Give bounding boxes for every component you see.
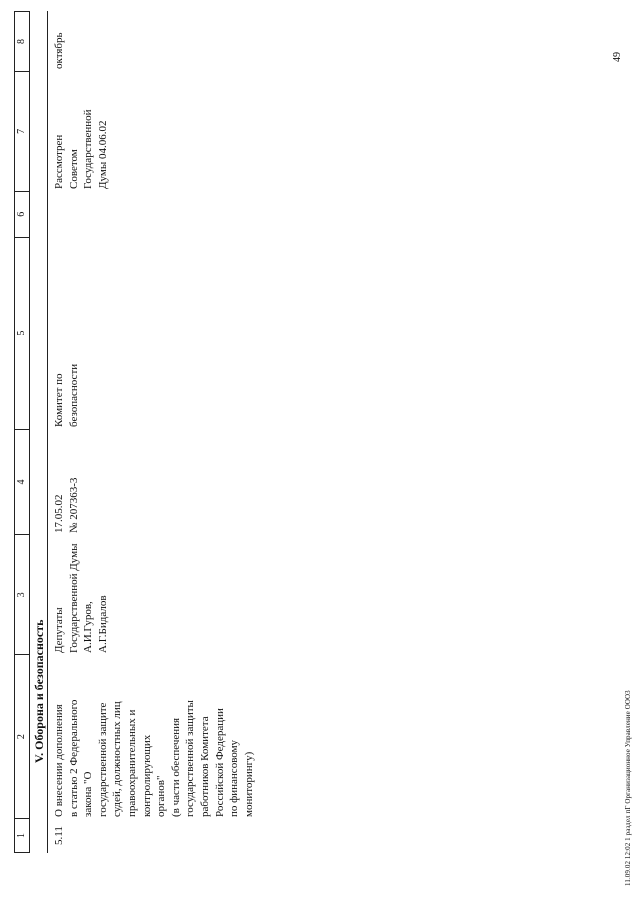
- bill-title-line: мониторингу): [242, 751, 255, 817]
- header-cell: 6: [15, 191, 29, 237]
- committee-line: Комитет по: [53, 373, 65, 427]
- page-number: 49: [612, 52, 623, 62]
- author-line: Депутаты: [53, 607, 65, 653]
- author-line: А.И.Гуров,: [82, 601, 95, 653]
- table-row: [48, 11, 256, 853]
- status-line: Государственной: [82, 109, 95, 189]
- bill-title-line: по финансовому: [228, 739, 241, 817]
- bill-table: [14, 11, 256, 853]
- status-line: Советом: [67, 149, 80, 189]
- bill-title-line: в статью 2 Федерального: [67, 699, 80, 817]
- planned-month: октябрь: [53, 32, 65, 69]
- column-number-header: [14, 11, 30, 853]
- header-cell: 3: [15, 534, 29, 654]
- bill-registration: [52, 429, 256, 535]
- bill-status: [52, 71, 256, 191]
- author-line: Государственной Думы: [67, 543, 80, 653]
- responsible-committee: [52, 237, 256, 429]
- bill-title: [52, 655, 256, 819]
- status-line: Рассмотрен: [53, 134, 65, 189]
- bill-title-line: О внесении дополнения: [53, 704, 65, 817]
- row-number: 5.11: [53, 826, 65, 845]
- print-footer: 11.09.02 12:02 1 раздел пГ Организационное Управление ООО3: [624, 690, 632, 886]
- status-line: Думы 04.06.02: [96, 120, 109, 189]
- bill-title-line: работников Комитета: [198, 716, 211, 817]
- section-title: V. Оборона и безопасность: [31, 11, 48, 853]
- registration-number: № 207363-3: [67, 477, 80, 533]
- header-cell: 4: [15, 429, 29, 535]
- committee-line: безопасности: [67, 363, 80, 427]
- bill-title-line: Российской Федерации: [213, 708, 226, 817]
- header-cell: 7: [15, 71, 29, 191]
- header-cell: 8: [15, 11, 29, 71]
- bill-title-line: закона "О: [82, 771, 95, 817]
- bill-title-line: государственной защиты: [184, 700, 197, 817]
- registration-date: 17.05.02: [53, 494, 65, 533]
- header-cell: 1: [15, 818, 29, 852]
- header-cell: 5: [15, 237, 29, 429]
- bill-title-line: контролирующих: [140, 734, 153, 817]
- author-line: А.Г.Бидалов: [96, 595, 109, 653]
- bill-title-line: (в части обеспечения: [169, 717, 182, 817]
- bill-authors: [52, 535, 256, 655]
- header-cell: 2: [15, 654, 29, 818]
- bill-title-line: правоохранительных и: [125, 709, 138, 817]
- bill-title-line: государственной защите: [96, 702, 109, 817]
- bill-title-line: органов": [155, 775, 168, 817]
- column-6-cell: [52, 191, 256, 237]
- bill-title-line: судей, должностных лиц: [111, 701, 124, 817]
